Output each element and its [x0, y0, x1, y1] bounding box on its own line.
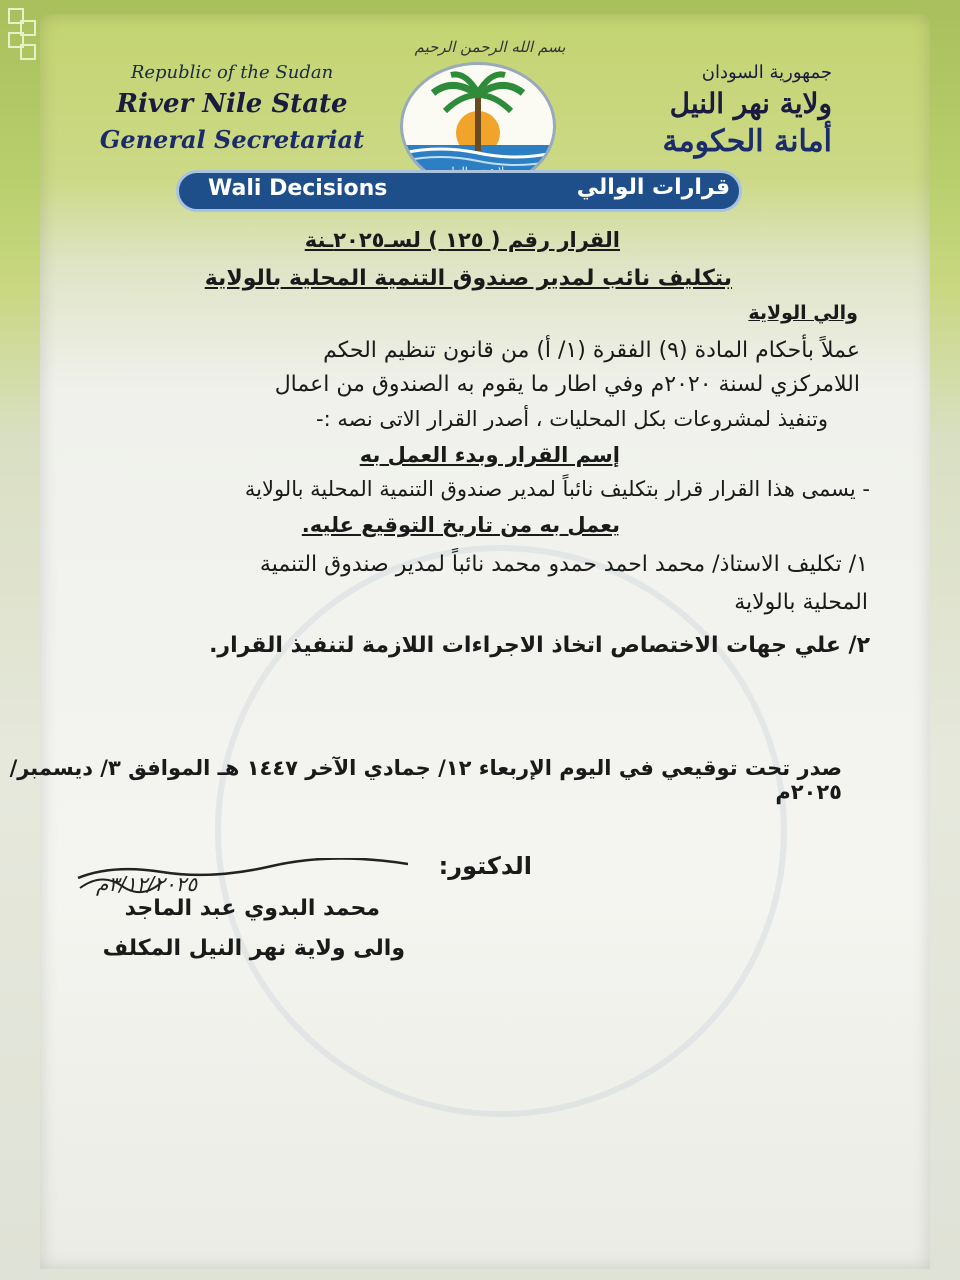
decree-addressee: والي الولاية — [748, 302, 858, 324]
english-country: Republic of the Sudan — [130, 62, 334, 83]
effective-clause: يعمل به من تاريخ التوقيع عليه. — [301, 513, 620, 537]
decree-number: القرار رقم ( ١٢٥ ) لسـ٢٠٢٥ـنة — [304, 228, 620, 252]
basmala: بسم الله الرحمن الرحيم — [414, 38, 566, 56]
preamble-line: اللامركزي لسنة ٢٠٢٠م وفي اطار ما يقوم به الصندوق من اعمال — [274, 372, 860, 397]
article-1-continuation: المحلية بالولاية — [734, 590, 868, 615]
frame-corner-decoration — [20, 44, 36, 60]
section-title: إسم القرار وبدء العمل به — [359, 443, 620, 467]
banner-english-title: Wali Decisions — [208, 176, 388, 201]
preamble-line: وتنفيذ لمشروعات بكل المحليات ، أصدر القرار الاتى نصه :- — [316, 407, 828, 431]
arabic-country: جمهورية السودان — [701, 62, 832, 83]
arabic-header — [572, 62, 832, 159]
arabic-state: ولاية نهر النيل — [669, 87, 832, 120]
signatory-position: والى ولاية نهر النيل المكلف — [102, 936, 405, 961]
signatory-name: محمد البدوي عبد الماجد — [124, 896, 380, 921]
english-state: River Nile State — [116, 89, 348, 119]
article-2: ٢/ علي جهات الاختصاص اتخاذ الاجراءات اللازمة لتنفيذ القرار. — [209, 633, 870, 658]
article-1: ١/ تكليف الاستاذ/ محمد احمد حمدو محمد نائباً لمدير صندوق التنمية — [259, 552, 868, 577]
preamble-line: عملاً بأحكام المادة (٩) الفقرة (١/ أ) من قانون تنظيم الحكم — [323, 338, 860, 363]
logo-watermark — [215, 545, 787, 1117]
decree-subject: بتكليف نائب لمدير صندوق التنمية المحلية بالولاية — [204, 266, 732, 291]
signatory-title: الدكتور: — [438, 852, 532, 880]
issued-date-line: صدر تحت توقيعي في اليوم الإربعاء ١٢/ جمادي الآخر ١٤٤٧ هـ الموافق ٣/ ديسمبر/ ٢٠٢٥م — [9, 756, 842, 804]
english-department: General Secretariat — [99, 125, 365, 154]
handwritten-date: ٣/١٢/٢٠٢٥م — [96, 872, 198, 896]
banner-arabic-title: قرارات الوالي — [576, 175, 730, 200]
naming-clause: - يسمى هذا القرار قرار بتكليف نائباً لمدير صندوق التنمية المحلية بالولاية — [244, 477, 870, 501]
arabic-department: أمانة الحكومة — [662, 124, 832, 159]
english-header — [92, 62, 372, 154]
